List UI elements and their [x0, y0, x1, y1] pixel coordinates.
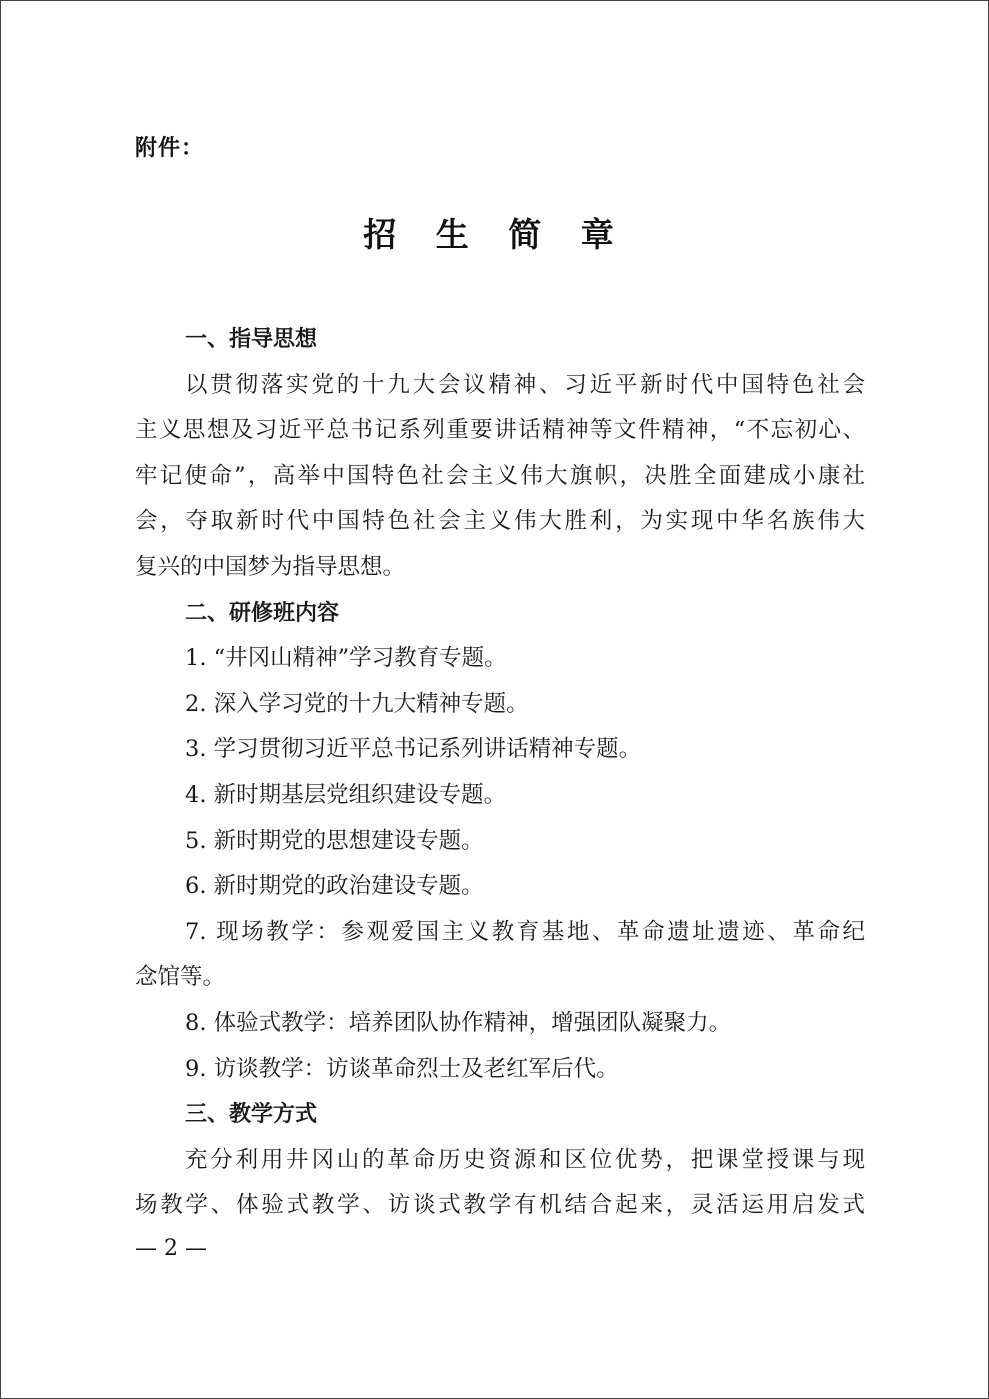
document-title: 招 生 简 章	[363, 215, 628, 254]
section-heading-guiding-ideology: 一、指导思想	[185, 327, 318, 352]
paragraph-line: 复兴的中国梦为指导思想。	[135, 553, 406, 580]
paragraph-line: 主义思想及习近平总书记系列重要讲话精神等文件精神，“不忘初心、	[135, 417, 865, 444]
list-item-continuation: 念馆等。	[135, 964, 226, 991]
list-item: 9. 访谈教学：访谈革命烈士及老红军后代。	[185, 1055, 619, 1082]
list-item: 6. 新时期党的政治建设专题。	[185, 873, 484, 900]
paragraph-line: 以贯彻落实党的十九大会议精神、习近平新时代中国特色社会	[185, 371, 865, 398]
paragraph-line: 牢记使命”，高举中国特色社会主义伟大旗帜，决胜全面建成小康社	[135, 462, 865, 489]
list-item: 2. 深入学习党的十九大精神专题。	[185, 690, 529, 717]
list-item: 4. 新时期基层党组织建设专题。	[185, 781, 507, 808]
paragraph-line: 场教学、体验式教学、访谈式教学有机结合起来，灵活运用启发式	[135, 1192, 865, 1219]
section-heading-course-content: 二、研修班内容	[185, 600, 340, 626]
section-heading-teaching-method: 三、教学方式	[185, 1102, 318, 1128]
paragraph-line: 充分利用井冈山的革命历史资源和区位优势，把课堂授课与现	[185, 1146, 865, 1173]
paragraph-line: 会，夺取新时代中国特色社会主义伟大胜利，为实现中华名族伟大	[135, 508, 865, 535]
attachment-label: 附件：	[135, 136, 205, 161]
page-number: — 2 —	[135, 1236, 207, 1261]
list-item: 8. 体验式教学：培养团队协作精神，增强团队凝聚力。	[185, 1009, 732, 1036]
list-item: 7. 现场教学：参观爱国主义教育基地、革命遗址遗迹、革命纪	[185, 918, 865, 945]
list-item: 5. 新时期党的思想建设专题。	[185, 827, 484, 854]
document-body	[135, 317, 865, 1229]
list-item: 1. “井冈山精神”学习教育专题。	[185, 645, 507, 672]
list-item: 3. 学习贯彻习近平总书记系列讲话精神专题。	[185, 736, 642, 763]
